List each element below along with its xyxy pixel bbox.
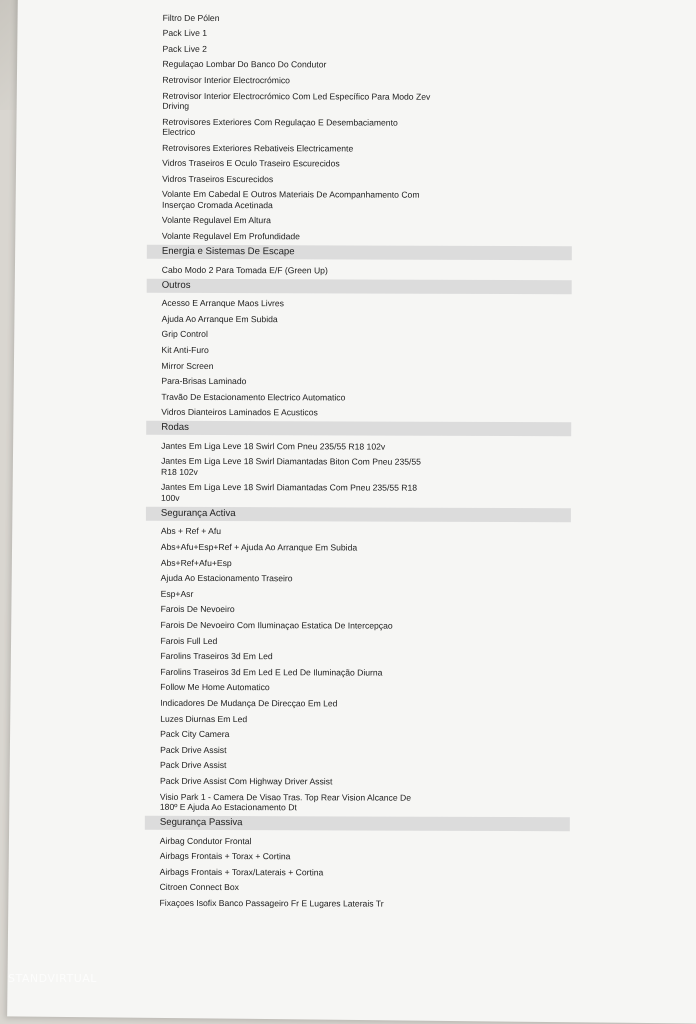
list-item: Abs + Ref + Afu (160, 526, 222, 537)
list-item: Farolins Traseiros 3d Em Led (160, 651, 273, 662)
list-item: Jantes Em Liga Leve 18 Swirl Diamantadas Biton Com Pneu 235/55 R18 102v (161, 456, 421, 477)
list-item: Luzes Diurnas Em Led (160, 713, 248, 724)
list-item: Pack Drive Assist (160, 760, 227, 771)
list-item: Vidros Dianteiros Laminados E Acusticos (161, 407, 318, 418)
list-item: Retrovisor Interior Electrocrómico (162, 74, 290, 86)
list-item: Pack City Camera (160, 728, 230, 740)
list-item: Farois De Nevoeiro Com Iluminaçao Estatica De Intercepçao (160, 619, 393, 631)
list-group-comfort (147, 10, 578, 245)
list-item: Kit Anti-Furo (161, 344, 209, 355)
list-item: Retrovisores Exteriores Rebativeis Electricamente (162, 142, 354, 154)
list-item: Farois Full Led (160, 635, 218, 646)
list-item: Volante Regulavel Em Profundidade (161, 230, 300, 242)
section-header-seguranca-passiva: Segurança Passiva (145, 816, 570, 831)
list-item: Abs+Afu+Esp+Ref + Ajuda Ao Arranque Em Subida (160, 541, 358, 553)
list-item: Citroen Connect Box (159, 882, 239, 893)
equipment-list (145, 10, 578, 912)
list-item: Cabo Modo 2 Para Tomada E/F (Green Up) (161, 264, 328, 275)
list-item: Ajuda Ao Estacionamento Traseiro (160, 573, 293, 584)
list-item: Retrovisores Exteriores Com Regulaçao E Desembaciamento Electrico (162, 116, 398, 137)
list-item: Mirror Screen (161, 360, 214, 371)
list-item: Farolins Traseiros 3d Em Led E Led De Iluminação Diurna (160, 666, 383, 678)
list-item: Abs+Ref+Afu+Esp (160, 557, 232, 568)
list-item: Jantes Em Liga Leve 18 Swirl Diamantadas Com Pneu 235/55 R18 100v (160, 482, 418, 503)
list-item: Pack Drive Assist Com Highway Driver Assist (159, 775, 333, 787)
section-header-seguranca-activa: Segurança Activa (146, 507, 571, 522)
list-item: Jantes Em Liga Leve 18 Swirl Com Pneu 235/55 R18 102v (161, 440, 386, 452)
list-item: Airbags Frontais + Torax + Cortina (159, 850, 291, 862)
list-item: Ajuda Ao Arranque Em Subida (161, 313, 278, 324)
list-item: Volante Regulavel Em Altura (161, 215, 271, 226)
list-item: Esp+Asr (160, 588, 194, 599)
list-item: Farois De Nevoeiro (160, 604, 235, 615)
list-item: Pack Live 1 (162, 27, 208, 39)
section-header-energia: Energia e Sistemas De Escape (147, 245, 572, 260)
list-item: Fixaçoes Isofix Banco Passageiro Fr E Lugares Laterais Tr (159, 897, 384, 909)
list-item: Grip Control (161, 329, 208, 340)
list-item: Follow Me Home Automatico (160, 682, 270, 693)
watermark-logo: STANDVIRTUAL (8, 972, 97, 985)
list-item: Visio Park 1 - Camera De Visao Tras. Top Rear Vision Alcance De 180º E Ajuda Ao Estacionamento Dt (159, 791, 412, 813)
list-item: Vidros Traseiros Escurecidos (162, 173, 274, 184)
list-item: Pack Drive Assist (160, 744, 227, 755)
list-item: Pack Live 2 (162, 43, 207, 54)
list-item: Travão De Estacionamento Electrico Automatico (161, 391, 346, 403)
list-item: Indicadores De Mudança De Direcçao Em Led (160, 697, 338, 709)
list-item: Vidros Traseiros E Oculo Traseiro Escurecidos (162, 157, 340, 169)
section-header-outros: Outros (147, 278, 572, 293)
paper-sheet (7, 0, 696, 1024)
list-item: Retrovisor Interior Electrocrómico Com Led Específico Para Modo Zev Driving (162, 90, 431, 111)
list-item: Volante Em Cabedal E Outros Materiais De Acompanhamento Com Inserçao Cromada Acetinada (161, 189, 420, 210)
section-header-rodas: Rodas (146, 421, 571, 436)
list-item: Para-Brisas Laminado (161, 375, 247, 387)
list-item: Airbags Frontais + Torax/Laterais + Cortina (159, 866, 324, 878)
list-item: Acesso E Arranque Maos Livres (161, 297, 284, 309)
list-item: Airbag Condutor Frontal (159, 835, 252, 846)
list-item: Filtro De Pólen (162, 12, 220, 23)
list-item: Regulaçao Lombar Do Banco Do Condutor (162, 59, 327, 70)
